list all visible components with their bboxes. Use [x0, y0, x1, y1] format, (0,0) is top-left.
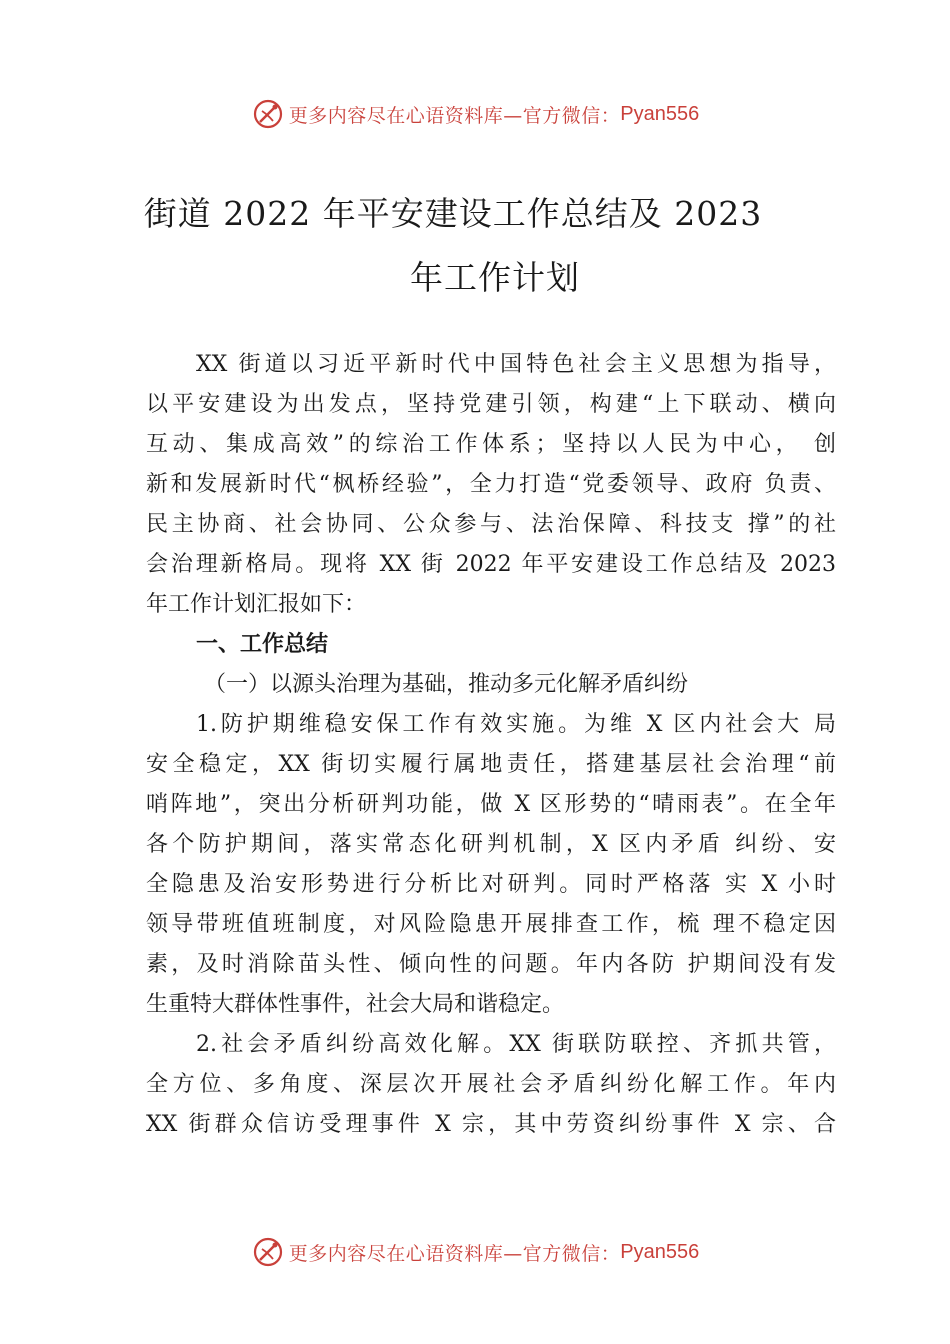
body-line: 民主协商、社会协同、公众参与、法治保障、科技支 撑”的社 [146, 512, 836, 537]
body-line: XX 街道以习近平新时代中国特色社会主义思想为指导， [196, 352, 836, 377]
paragraph-line: 2.社会矛盾纠纷高效化解。XX 街联防联控、齐抓共管， [196, 1032, 836, 1057]
paragraph-line: 1.防护期维稳安保工作有效实施。为维 X 区内社会大 局 [196, 712, 836, 737]
paragraph-line: 哨阵地”，突出分析研判功能，做 X 区形势的“晴雨表”。在全年 [146, 792, 836, 817]
body-line: 新和发展新时代“枫桥经验”，全力打造“党委领导、政府 负责、 [146, 472, 836, 497]
paragraph-line: 安全稳定，XX 街切实履行属地责任，搭建基层社会治理“前 [146, 752, 836, 777]
paragraph-line: XX 街群众信访受理事件 X 宗，其中劳资纠纷事件 X 宗、合 [146, 1112, 836, 1137]
body-line: 互动、集成高效”的综治工作体系；坚持以人民为中心， 创 [146, 432, 836, 457]
document-title-line-2: 年工作计划 [410, 258, 580, 297]
section-heading: 一、工作总结 [196, 632, 329, 657]
paragraph-line: 素，及时消除苗头性、倾向性的问题。年内各防 护期间没有发 [146, 952, 836, 977]
body-line: 年工作计划汇报如下： [146, 592, 367, 617]
pen-seal-icon [251, 97, 285, 131]
wechat-id: Pyan556 [620, 1240, 700, 1263]
banner-text: 更多内容尽在心语资料库—官方微信： [288, 104, 621, 127]
body-line: 以平安建设为出发点，坚持党建引领，构建“上下联动、横向 [146, 392, 836, 417]
paragraph-line: 全方位、多角度、深层次开展社会矛盾纠纷化解工作。年内 [146, 1072, 836, 1097]
paragraph-line: 生重特大群体性事件，社会大局和谐稳定。 [146, 992, 565, 1017]
body-line: 会治理新格局。现将 XX 街 2022 年平安建设工作总结及 2023 [146, 552, 836, 577]
paragraph-line: 领导带班值班制度，对风险隐患开展排查工作，梳 理不稳定因 [146, 912, 836, 937]
footer-banner [0, 1232, 950, 1272]
pen-seal-icon [251, 1235, 285, 1269]
header-banner [0, 94, 950, 134]
paragraph-line: 各个防护期间，落实常态化研判机制，X 区内矛盾 纠纷、安 [146, 832, 836, 857]
paragraph-line: 全隐患及治安形势进行分析比对研判。同时严格落 实 X 小时 [146, 872, 836, 897]
subsection-heading: （一）以源头治理为基础，推动多元化解矛盾纠纷 [204, 672, 689, 697]
wechat-id: Pyan556 [620, 102, 700, 125]
banner-text: 更多内容尽在心语资料库—官方微信： [288, 1242, 621, 1265]
document-title-line-1: 街道 2022 年平安建设工作总结及 2023 [143, 194, 763, 233]
document-body [146, 345, 836, 1145]
